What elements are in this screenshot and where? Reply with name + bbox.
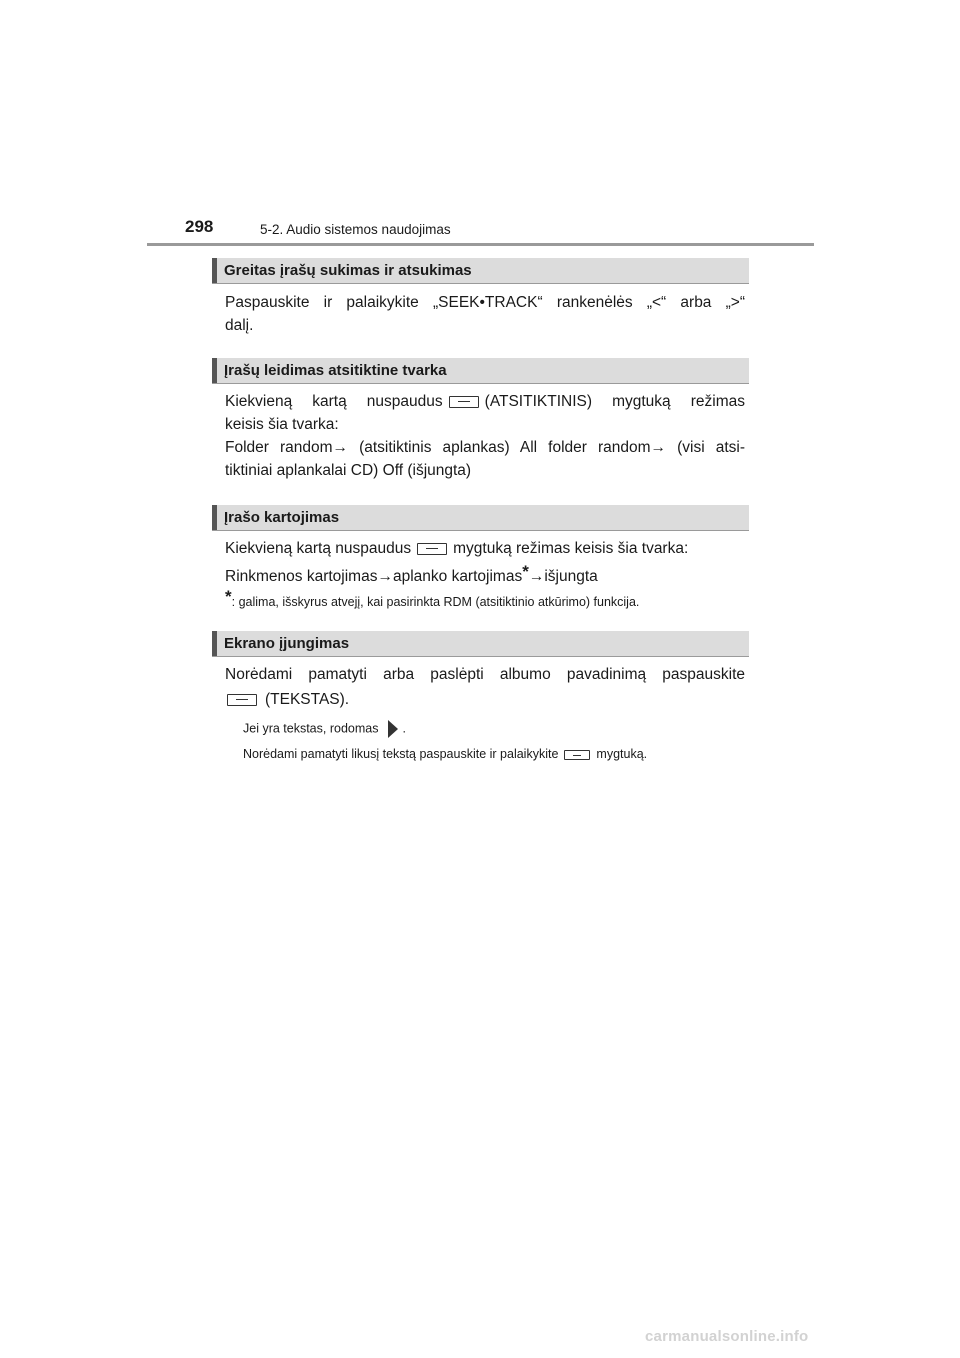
body-line: Norėdami pamatyti arba paslėpti albumo pavadinimą paspauskite [225, 666, 745, 683]
page-number: 298 [185, 217, 214, 236]
body-line: Folder random→ (atsitiktinis aplankas) All folder random→ (visi atsi- [225, 439, 745, 456]
body-text: →išjungta [528, 568, 598, 585]
text-button-icon [227, 694, 257, 706]
section-heading-display [212, 631, 749, 657]
section-heading-fast-forward [212, 258, 749, 284]
body-line [225, 537, 745, 560]
note-text: mygtuką. [596, 747, 648, 761]
header-divider [147, 243, 814, 246]
watermark: carmanualsonline.info [645, 1328, 809, 1345]
body-line [225, 560, 745, 588]
section-heading-text: Įrašo kartojimas [224, 509, 340, 526]
note-text: Norėdami pamatyti likusį tekstą paspauskite ir palaikykite [243, 747, 559, 761]
footnote-text: : galima, išskyrus atvejį, kai pasirinkta RDM (atsitiktinio atkūrimo) funkcija. [231, 595, 640, 609]
body-line [225, 390, 745, 413]
section-heading-text: Įrašų leidimas atsitiktine tvarka [224, 362, 447, 379]
body-line: Paspauskite ir palaikykite „SEEK•TRACK“ rankenėlės „<“ arba „>“ [225, 294, 745, 311]
body-text: (ATSITIKTINIS) mygtuką režimas [484, 393, 745, 410]
footnote-mark: * [225, 587, 232, 606]
random-button-icon [449, 396, 479, 408]
note-text-shown [243, 720, 406, 738]
body-text: mygtuką režimas keisis šia tvarka: [453, 540, 689, 557]
text-button-icon [564, 750, 590, 760]
asterisk-mark: * [522, 562, 529, 581]
section-heading-random [212, 358, 749, 384]
chapter-title: 5-2. Audio sistemos naudojimas [260, 222, 451, 237]
repeat-button-icon [417, 543, 447, 555]
section-body-repeat [225, 537, 745, 588]
body-line [225, 688, 745, 711]
body-line: tiktiniai aplankalai CD) Off (išjungta) [225, 462, 472, 479]
play-arrow-icon [388, 720, 398, 738]
footnote [225, 587, 639, 609]
body-text: (TEKSTAS). [265, 691, 350, 708]
section-heading-text: Ekrano įjungimas [224, 635, 350, 652]
body-text: Kiekvieną kartą nuspaudus [225, 393, 443, 410]
body-text: Rinkmenos kartojimas→aplanko kartojimas [225, 568, 523, 585]
section-body-random [225, 390, 745, 482]
body-line: dalį. [225, 317, 254, 334]
section-heading-repeat [212, 505, 749, 531]
body-line: keisis šia tvarka: [225, 416, 339, 433]
note-text: Jei yra tekstas, rodomas [243, 721, 379, 736]
body-text: Kiekvieną kartą nuspaudus [225, 540, 412, 557]
section-body-display [225, 663, 745, 711]
section-heading-text: Greitas įrašų sukimas ir atsukimas [224, 262, 472, 279]
section-body-fast-forward [225, 291, 745, 337]
note-text: . [402, 721, 406, 736]
note-remaining-text [243, 746, 647, 763]
